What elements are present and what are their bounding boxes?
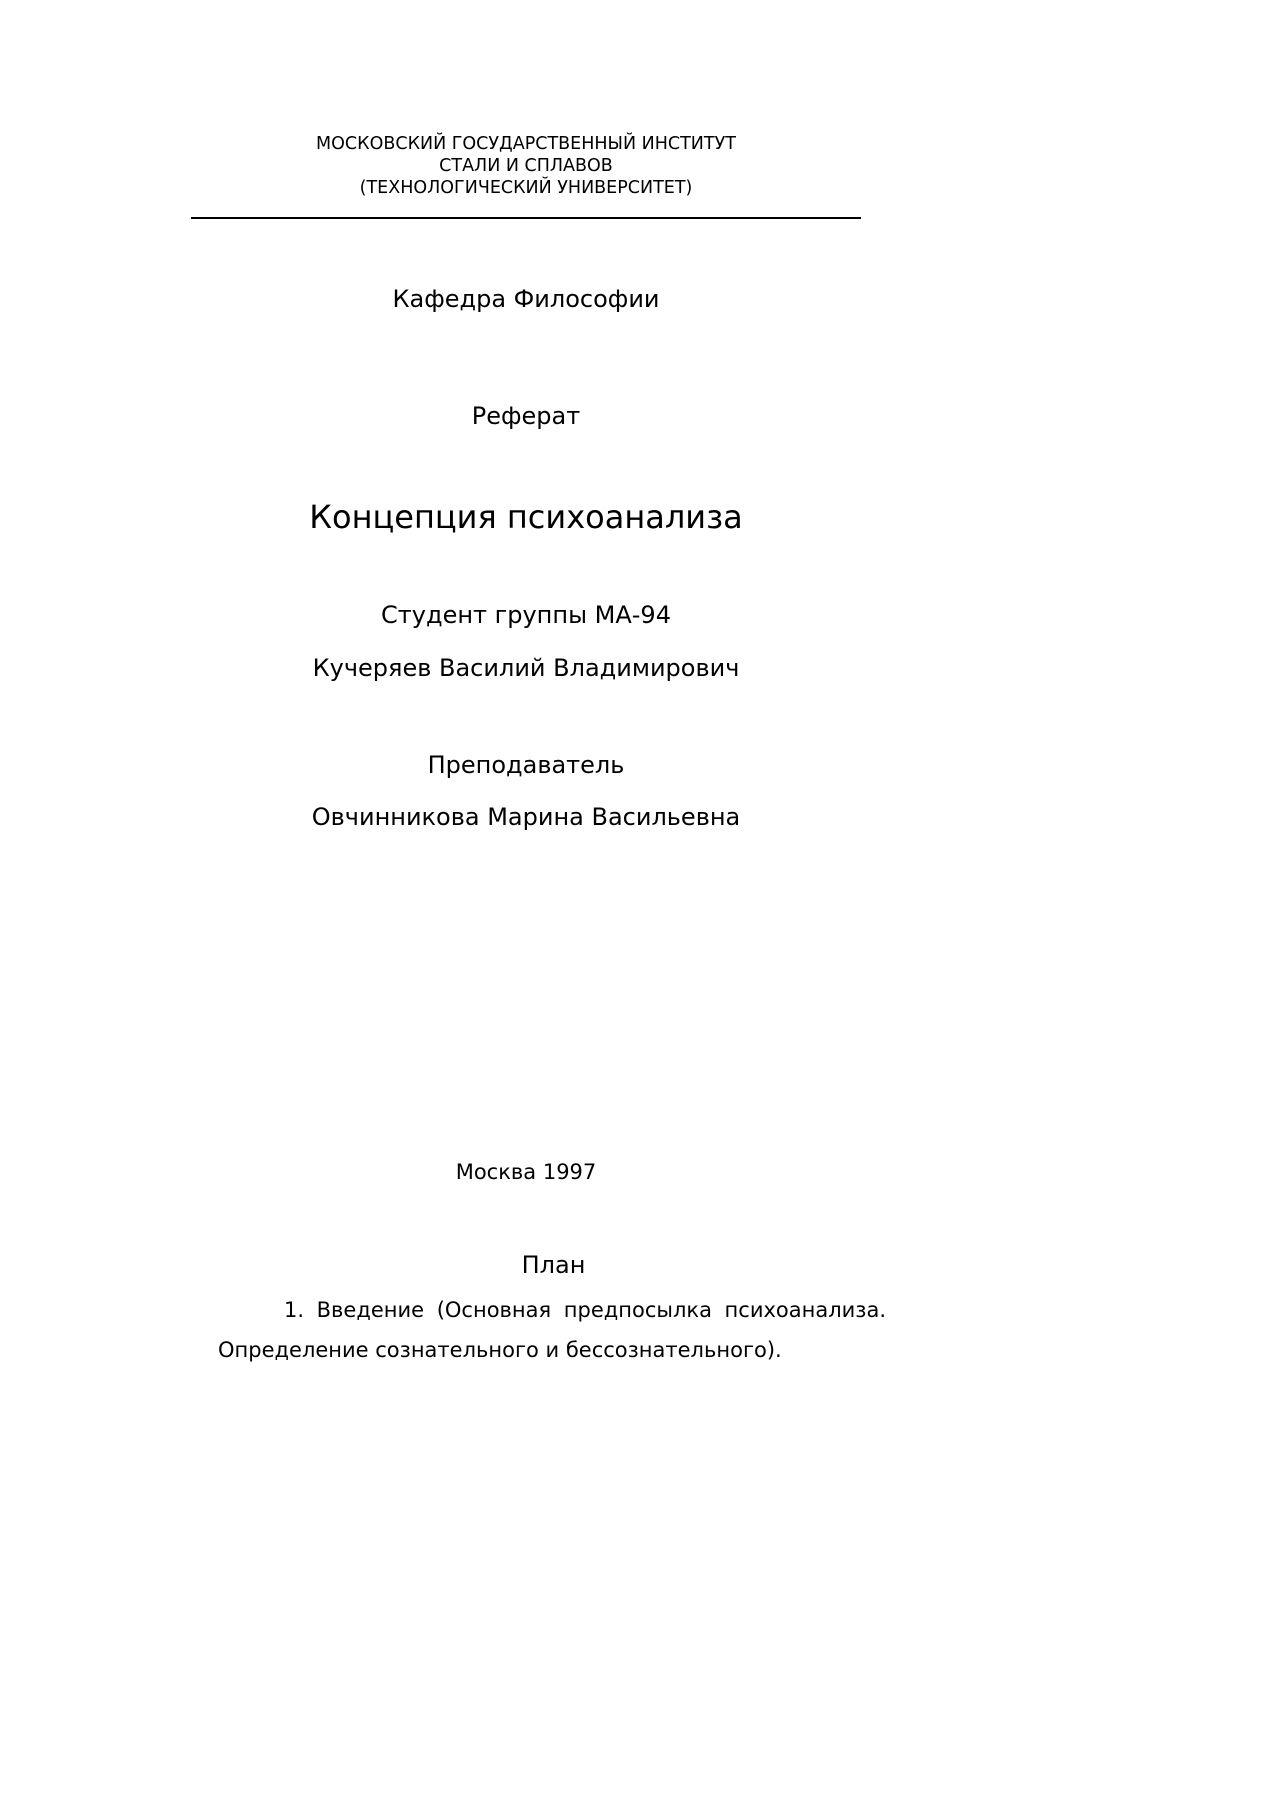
teacher-label: Преподаватель [427,751,625,779]
plan-heading: План [521,1251,586,1279]
plan-item: 1. Введение (Основная предпосылка психоанализа. Определение сознательного и бессознательного). [218,1298,886,1362]
teacher-name: Овчинникова Марина Васильевна [311,803,741,831]
department-name: Кафедра Философии [392,285,660,313]
city-year: Москва 1997 [455,1160,597,1184]
student-name: Кучеряев Василий Владимирович [312,654,740,682]
document-title: Концепция психоанализа [309,498,743,536]
institute-name-line-1: МОСКОВСКИЙ ГОСУДАРСТВЕННЫЙ ИНСТИТУТ [316,134,736,154]
student-group-label: Студент группы МА-94 [381,601,671,629]
institute-name-line-2: СТАЛИ И СПЛАВОВ [439,156,613,176]
header-divider [191,217,861,219]
institute-header [0,133,1052,199]
institute-name-line-3: (ТЕХНОЛОГИЧЕСКИЙ УНИВЕРСИТЕТ) [359,178,693,198]
work-type: Реферат [471,402,581,430]
